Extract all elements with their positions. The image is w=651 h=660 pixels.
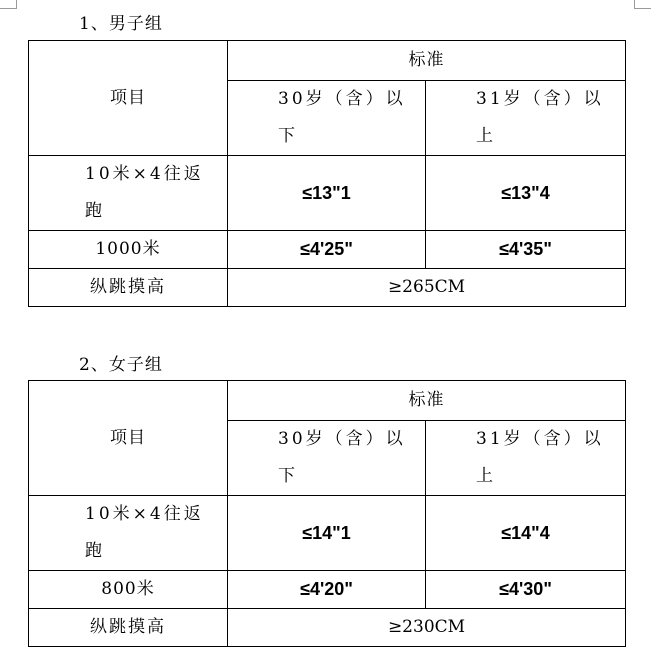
- value-shuttle-over-31: ≤13"4: [426, 156, 626, 231]
- header-item-label: 项目: [29, 381, 228, 496]
- value-shuttle-under-30: ≤14"1: [228, 496, 426, 571]
- item-vertical-jump: 纵跳摸高: [29, 269, 228, 307]
- header-age-under-30: 30岁（含）以下: [228, 421, 426, 496]
- item-shuttle-run: 10米×4往返跑: [29, 496, 228, 571]
- section-title-male: 1、男子组: [79, 14, 163, 34]
- value-run-over-31: ≤4'30": [426, 571, 626, 609]
- value-run-under-30: ≤4'20": [228, 571, 426, 609]
- header-age-over-31: 31岁（含）以上: [426, 421, 626, 496]
- item-shuttle-run: 10米×4往返跑: [29, 156, 228, 231]
- value-vertical-jump: ≥230CM: [228, 609, 626, 647]
- value-vertical-jump: ≥265CM: [228, 269, 626, 307]
- standards-table-female: [28, 380, 626, 647]
- page-corner-mark-right: [634, 0, 651, 9]
- value-shuttle-over-31: ≤14"4: [426, 496, 626, 571]
- header-age-over-31: 31岁（含）以上: [426, 81, 626, 156]
- item-distance-run: 1000米: [29, 231, 228, 269]
- value-shuttle-under-30: ≤13"1: [228, 156, 426, 231]
- value-run-over-31: ≤4'35": [426, 231, 626, 269]
- value-run-under-30: ≤4'25": [228, 231, 426, 269]
- item-distance-run: 800米: [29, 571, 228, 609]
- header-standard-label: 标准: [228, 41, 626, 81]
- section-title-female: 2、女子组: [79, 355, 163, 375]
- header-age-under-30: 30岁（含）以下: [228, 81, 426, 156]
- item-vertical-jump: 纵跳摸高: [29, 609, 228, 647]
- header-standard-label: 标准: [228, 381, 626, 421]
- page-corner-mark-left: [0, 0, 17, 9]
- standards-table-male: [28, 40, 626, 307]
- header-item-label: 项目: [29, 41, 228, 156]
